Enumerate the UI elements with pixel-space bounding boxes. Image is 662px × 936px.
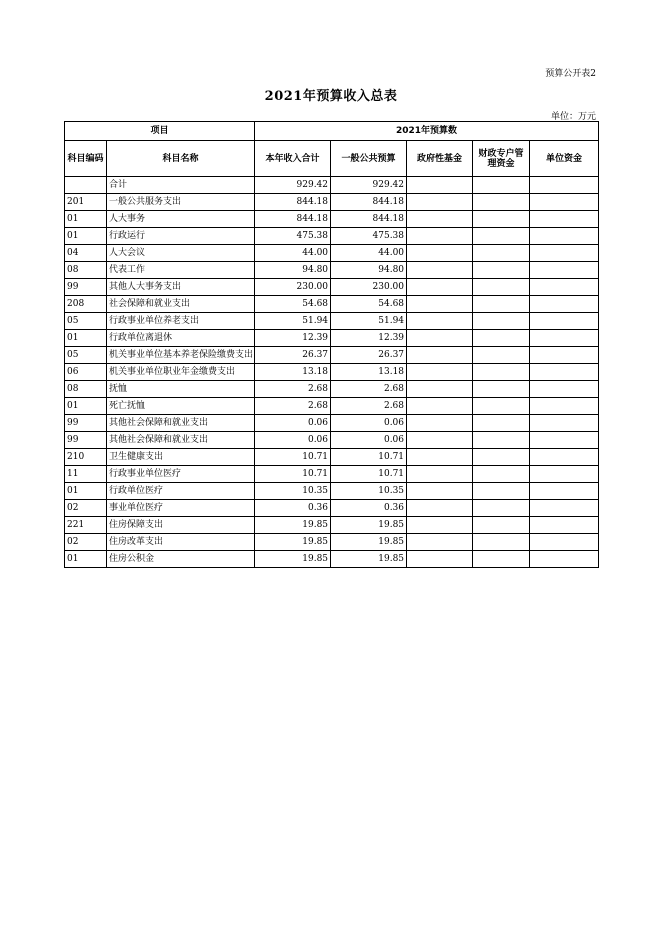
- row-special: [473, 228, 530, 245]
- row-total: 19.85: [255, 534, 331, 551]
- row-code: [65, 177, 107, 194]
- row-gov-fund: [407, 517, 473, 534]
- row-unit-fund: [530, 551, 599, 568]
- row-general: 19.85: [331, 534, 407, 551]
- column-header-row: [65, 141, 599, 177]
- row-total: 844.18: [255, 194, 331, 211]
- table-row: [65, 262, 599, 279]
- row-unit-fund: [530, 364, 599, 381]
- row-code: 02: [65, 534, 107, 551]
- row-special: [473, 296, 530, 313]
- row-gov-fund: [407, 245, 473, 262]
- table-body: [65, 177, 599, 568]
- row-general: 51.94: [331, 313, 407, 330]
- row-special: [473, 517, 530, 534]
- table-row: [65, 534, 599, 551]
- budget-income-table: [64, 121, 599, 568]
- row-name: 行政单位医疗: [107, 483, 255, 500]
- table-row: [65, 245, 599, 262]
- row-total: 844.18: [255, 211, 331, 228]
- row-gov-fund: [407, 296, 473, 313]
- row-total: 230.00: [255, 279, 331, 296]
- row-gov-fund: [407, 500, 473, 517]
- row-total: 94.80: [255, 262, 331, 279]
- row-unit-fund: [530, 245, 599, 262]
- row-name: 住房公积金: [107, 551, 255, 568]
- col-header-special: 财政专户管理资金: [473, 141, 530, 177]
- col-header-name: 科目名称: [107, 141, 255, 177]
- row-special: [473, 313, 530, 330]
- row-gov-fund: [407, 466, 473, 483]
- row-total: 0.06: [255, 415, 331, 432]
- table-number-label: 预算公开表2: [545, 69, 596, 79]
- row-general: 13.18: [331, 364, 407, 381]
- row-gov-fund: [407, 279, 473, 296]
- row-special: [473, 398, 530, 415]
- row-code: 02: [65, 500, 107, 517]
- row-code: 221: [65, 517, 107, 534]
- row-gov-fund: [407, 398, 473, 415]
- table-row: [65, 466, 599, 483]
- row-total: 0.06: [255, 432, 331, 449]
- table-row: [65, 381, 599, 398]
- row-code: 01: [65, 483, 107, 500]
- row-code: 04: [65, 245, 107, 262]
- row-code: 11: [65, 466, 107, 483]
- row-total: 44.00: [255, 245, 331, 262]
- row-special: [473, 211, 530, 228]
- row-name: 事业单位医疗: [107, 500, 255, 517]
- page-title: 2021年预算收入总表: [264, 89, 398, 104]
- table-row: [65, 313, 599, 330]
- row-gov-fund: [407, 228, 473, 245]
- row-special: [473, 347, 530, 364]
- table-row: [65, 330, 599, 347]
- row-name: 人大事务: [107, 211, 255, 228]
- row-name: 其他人大事务支出: [107, 279, 255, 296]
- row-unit-fund: [530, 534, 599, 551]
- row-unit-fund: [530, 517, 599, 534]
- row-unit-fund: [530, 262, 599, 279]
- row-total: 19.85: [255, 517, 331, 534]
- row-code: 01: [65, 211, 107, 228]
- row-total: 10.71: [255, 466, 331, 483]
- row-general: 10.71: [331, 466, 407, 483]
- row-total: 54.68: [255, 296, 331, 313]
- row-gov-fund: [407, 449, 473, 466]
- row-gov-fund: [407, 551, 473, 568]
- row-unit-fund: [530, 177, 599, 194]
- row-general: 2.68: [331, 381, 407, 398]
- row-total: 10.71: [255, 449, 331, 466]
- row-special: [473, 330, 530, 347]
- row-unit-fund: [530, 279, 599, 296]
- table-row: [65, 194, 599, 211]
- row-code: 08: [65, 262, 107, 279]
- row-special: [473, 432, 530, 449]
- row-code: 01: [65, 330, 107, 347]
- row-code: 01: [65, 551, 107, 568]
- row-general: 0.06: [331, 415, 407, 432]
- table-row: [65, 500, 599, 517]
- row-special: [473, 262, 530, 279]
- row-gov-fund: [407, 211, 473, 228]
- row-code: 201: [65, 194, 107, 211]
- group-header-row: [65, 122, 599, 141]
- row-name: 行政事业单位养老支出: [107, 313, 255, 330]
- table-row: [65, 211, 599, 228]
- table-row: [65, 398, 599, 415]
- row-gov-fund: [407, 415, 473, 432]
- row-name: 行政事业单位医疗: [107, 466, 255, 483]
- row-general: 10.35: [331, 483, 407, 500]
- table-row: [65, 432, 599, 449]
- row-special: [473, 466, 530, 483]
- table-row: [65, 483, 599, 500]
- row-special: [473, 483, 530, 500]
- row-total: 10.35: [255, 483, 331, 500]
- row-gov-fund: [407, 432, 473, 449]
- row-code: 99: [65, 279, 107, 296]
- row-general: 26.37: [331, 347, 407, 364]
- row-total: 2.68: [255, 381, 331, 398]
- row-unit-fund: [530, 483, 599, 500]
- row-general: 94.80: [331, 262, 407, 279]
- table-row: [65, 177, 599, 194]
- row-unit-fund: [530, 466, 599, 483]
- row-general: 475.38: [331, 228, 407, 245]
- row-unit-fund: [530, 194, 599, 211]
- row-special: [473, 364, 530, 381]
- row-special: [473, 279, 530, 296]
- row-unit-fund: [530, 449, 599, 466]
- row-name: 行政单位离退休: [107, 330, 255, 347]
- row-total: 13.18: [255, 364, 331, 381]
- row-code: 06: [65, 364, 107, 381]
- row-special: [473, 245, 530, 262]
- col-header-unit-fund: 单位资金: [530, 141, 599, 177]
- row-gov-fund: [407, 177, 473, 194]
- col-header-general: 一般公共预算: [331, 141, 407, 177]
- table-row: [65, 449, 599, 466]
- row-gov-fund: [407, 364, 473, 381]
- row-code: 99: [65, 415, 107, 432]
- row-special: [473, 500, 530, 517]
- row-gov-fund: [407, 313, 473, 330]
- row-general: 44.00: [331, 245, 407, 262]
- row-total: 2.68: [255, 398, 331, 415]
- row-general: 54.68: [331, 296, 407, 313]
- table-row: [65, 296, 599, 313]
- row-unit-fund: [530, 296, 599, 313]
- col-header-gov-fund: 政府性基金: [407, 141, 473, 177]
- row-code: 05: [65, 313, 107, 330]
- row-unit-fund: [530, 347, 599, 364]
- row-general: 12.39: [331, 330, 407, 347]
- row-special: [473, 415, 530, 432]
- table-row: [65, 415, 599, 432]
- row-unit-fund: [530, 228, 599, 245]
- row-total: 929.42: [255, 177, 331, 194]
- row-unit-fund: [530, 432, 599, 449]
- row-general: 10.71: [331, 449, 407, 466]
- row-gov-fund: [407, 347, 473, 364]
- group-header-budget: 2021年预算数: [255, 122, 599, 141]
- row-name: 机关事业单位职业年金缴费支出: [107, 364, 255, 381]
- row-total: 12.39: [255, 330, 331, 347]
- row-unit-fund: [530, 211, 599, 228]
- row-code: 210: [65, 449, 107, 466]
- row-unit-fund: [530, 381, 599, 398]
- row-unit-fund: [530, 415, 599, 432]
- row-gov-fund: [407, 381, 473, 398]
- row-name: 机关事业单位基本养老保险缴费支出: [107, 347, 255, 364]
- row-name: 合计: [107, 177, 255, 194]
- row-code: 99: [65, 432, 107, 449]
- table-row: [65, 364, 599, 381]
- row-unit-fund: [530, 313, 599, 330]
- row-unit-fund: [530, 500, 599, 517]
- row-general: 19.85: [331, 551, 407, 568]
- row-code: 01: [65, 398, 107, 415]
- row-code: 208: [65, 296, 107, 313]
- row-general: 2.68: [331, 398, 407, 415]
- row-general: 844.18: [331, 211, 407, 228]
- row-gov-fund: [407, 194, 473, 211]
- row-code: 05: [65, 347, 107, 364]
- row-name: 人大会议: [107, 245, 255, 262]
- row-name: 其他社会保障和就业支出: [107, 432, 255, 449]
- row-name: 卫生健康支出: [107, 449, 255, 466]
- row-special: [473, 177, 530, 194]
- row-name: 死亡抚恤: [107, 398, 255, 415]
- row-general: 929.42: [331, 177, 407, 194]
- col-header-code: 科目编码: [65, 141, 107, 177]
- row-code: 08: [65, 381, 107, 398]
- row-gov-fund: [407, 483, 473, 500]
- row-gov-fund: [407, 262, 473, 279]
- col-header-total: 本年收入合计: [255, 141, 331, 177]
- row-special: [473, 194, 530, 211]
- row-special: [473, 551, 530, 568]
- row-special: [473, 534, 530, 551]
- table-row: [65, 228, 599, 245]
- row-total: 51.94: [255, 313, 331, 330]
- row-total: 0.36: [255, 500, 331, 517]
- row-general: 230.00: [331, 279, 407, 296]
- row-general: 844.18: [331, 194, 407, 211]
- row-name: 社会保障和就业支出: [107, 296, 255, 313]
- row-name: 住房改革支出: [107, 534, 255, 551]
- row-general: 19.85: [331, 517, 407, 534]
- table-row: [65, 517, 599, 534]
- row-name: 抚恤: [107, 381, 255, 398]
- unit-label: 单位：万元: [550, 112, 596, 122]
- row-unit-fund: [530, 330, 599, 347]
- row-name: 一般公共服务支出: [107, 194, 255, 211]
- row-total: 475.38: [255, 228, 331, 245]
- table-row: [65, 279, 599, 296]
- row-name: 住房保障支出: [107, 517, 255, 534]
- row-gov-fund: [407, 330, 473, 347]
- row-special: [473, 381, 530, 398]
- row-unit-fund: [530, 398, 599, 415]
- row-gov-fund: [407, 534, 473, 551]
- row-total: 26.37: [255, 347, 331, 364]
- row-code: 01: [65, 228, 107, 245]
- table-row: [65, 347, 599, 364]
- row-name: 行政运行: [107, 228, 255, 245]
- row-total: 19.85: [255, 551, 331, 568]
- row-name: 代表工作: [107, 262, 255, 279]
- row-special: [473, 449, 530, 466]
- row-general: 0.06: [331, 432, 407, 449]
- table-row: [65, 551, 599, 568]
- row-general: 0.36: [331, 500, 407, 517]
- group-header-project: 项目: [65, 122, 255, 141]
- row-name: 其他社会保障和就业支出: [107, 415, 255, 432]
